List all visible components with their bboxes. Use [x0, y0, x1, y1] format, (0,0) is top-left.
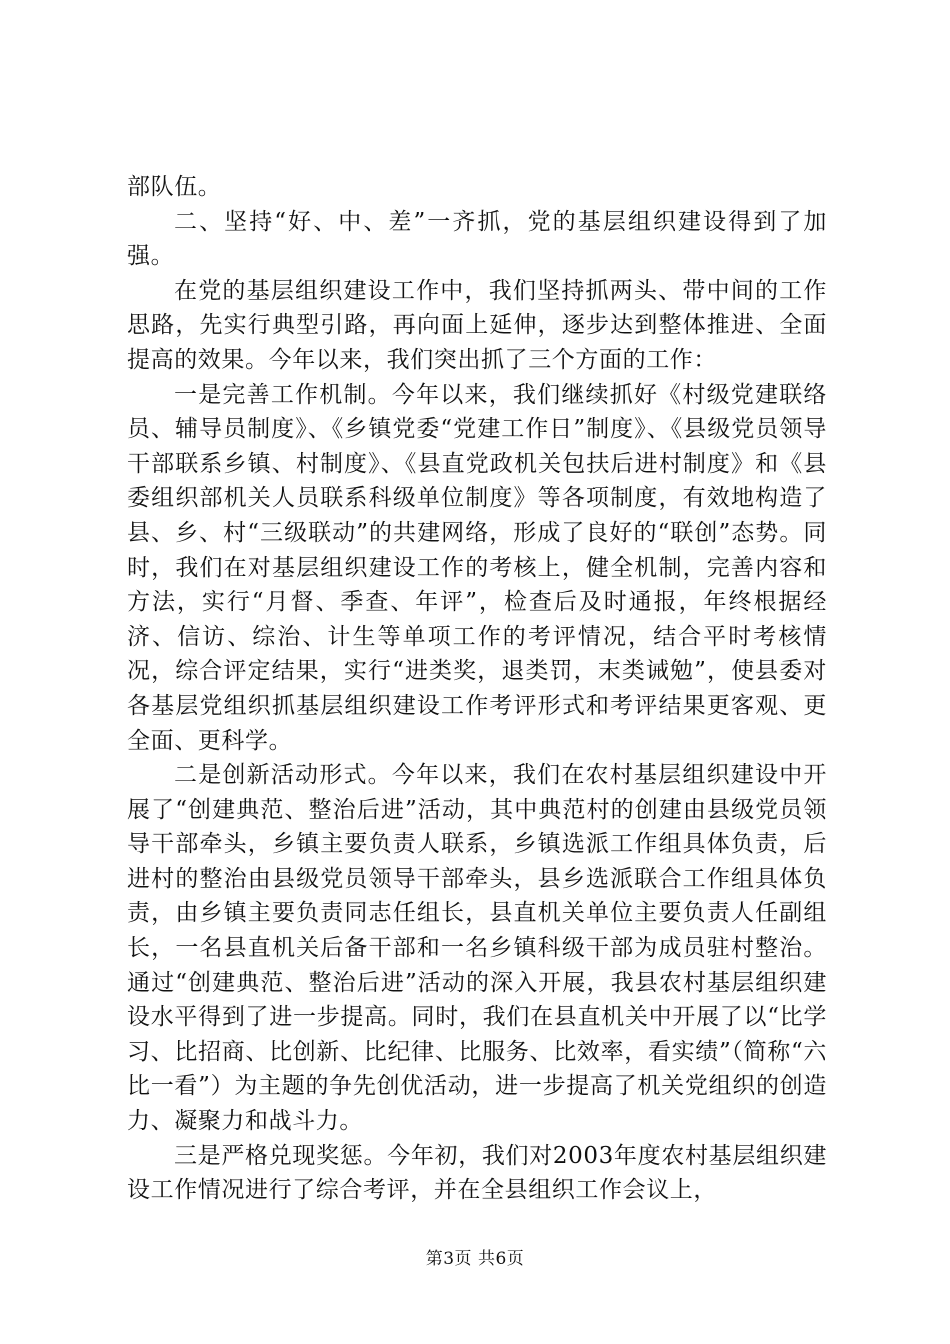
paragraph-item-1: 一是完善工作机制。今年以来，我们继续抓好《村级党建联络员、辅导员制度》、《乡镇党委“党建工作日”制度》、《县级党员领导干部联系乡镇、村制度》、《县直党政机关包扶后进村制度》和《县委组织部机关人员联系科级单位制度》等各项制度，有效地构造了县、乡、村“三级联动”的共建网络，形成了良好的“联创”态势。同时，我们在对基层组织建设工作的考核上，健全机制，完善内容和方法，实行“月督、季查、年评”，检查后及时通报，年终根据经济、信访、综治、计生等单项工作的考评情况，结合平时考核情况，综合评定结果，实行“进类奖，退类罚，末类诫勉”，使县委对各基层党组织抓基层组织建设工作考评形式和考评结果更客观、更全面、更科学。	[127, 381, 827, 754]
document-body	[127, 170, 827, 1208]
section-heading-2: 二、坚持“好、中、差”一齐抓，党的基层组织建设得到了加强。	[127, 208, 827, 270]
paragraph-item-2: 二是创新活动形式。今年以来，我们在农村基层组织建设中开展了“创建典范、整治后进”活动，其中典范村的创建由县级党员领导干部牵头，乡镇主要负责人联系，乡镇选派工作组具体负责，后进村的整治由县级党员领导干部牵头，县乡选派联合工作组具体负责，由乡镇主要负责同志任组长，县直机关单位主要负责人任副组长，一名县直机关后备干部和一名乡镇科级干部为成员驻村整治。通过“创建典范、整治后进”活动的深入开展，我县农村基层组织建设水平得到了进一步提高。同时，我们在县直机关中开展了以“比学习、比招商、比创新、比纪律、比服务、比效率，看实绩”（简称“六比一看”）为主题的争先创优活动，进一步提高了机关党组织的创造力、凝聚力和战斗力。	[127, 762, 827, 1135]
paragraph-intro: 在党的基层组织建设工作中，我们坚持抓两头、带中间的工作思路，先实行典型引路，再向面上延伸，逐步达到整体推进、全面提高的效果。今年以来，我们突出抓了三个方面的工作：	[127, 277, 827, 373]
page-footer: 第3页 共6页	[425, 1249, 525, 1269]
paragraph-item-3: 三是严格兑现奖惩。今年初，我们对2003年度农村基层组织建设工作情况进行了综合考评，并在全县组织工作会议上，	[127, 1142, 827, 1204]
paragraph-continuation: 部队伍。	[127, 174, 222, 200]
